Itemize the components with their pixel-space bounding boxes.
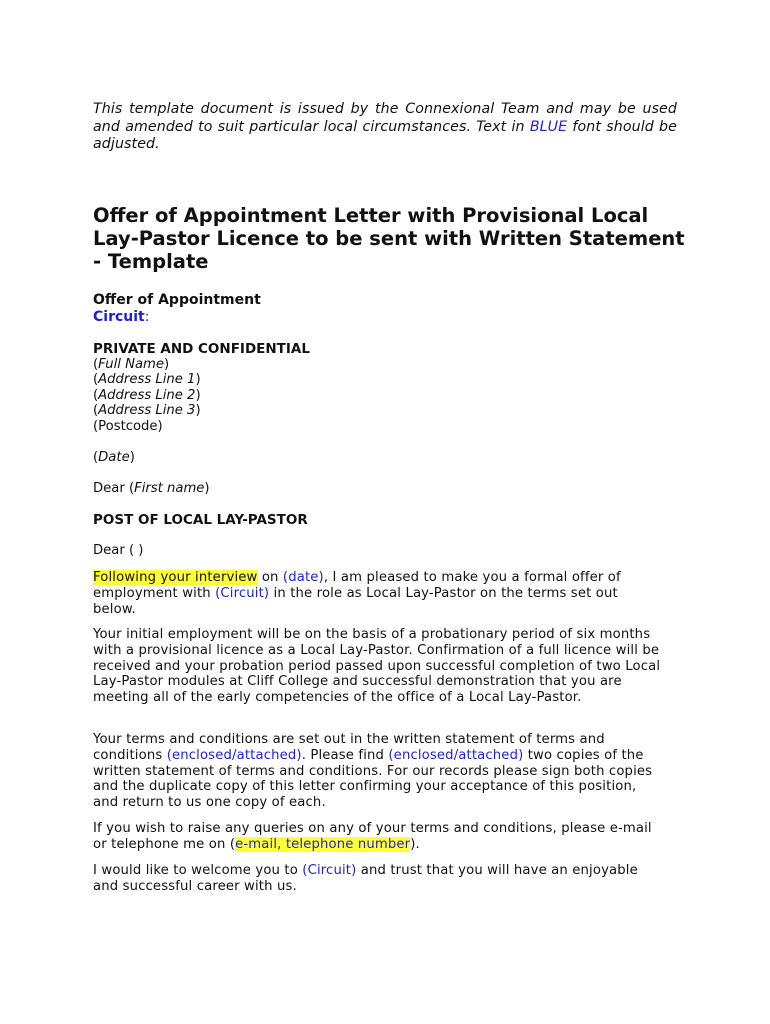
circuit-label: Circuit [93,309,145,325]
document-title: Offer of Appointment Letter with Provisional Local Lay-Pastor Licence to be sent with Written Statement - Template [93,204,685,273]
address-line-2: (Address Line 2) [93,388,201,403]
p3-text-3: two copies of the written statement of terms and conditions. For our records please sign both copies and the duplicate copy of this letter confirming your acceptance of this position, and return to us one copy of each. [93,747,653,811]
contact-field: e-mail, telephone number [235,836,411,852]
p1-text-3: in the role as Local Lay-Pastor on the terms set out below. [93,585,618,617]
notice-text-end: font should be adjusted. [93,118,677,152]
p4-text-2: ). [410,836,420,852]
circuit-line [93,309,693,326]
p4-text-1: If you wish to raise any queries on any of your terms and conditions, please e-mail or telephone me on ( [93,821,652,852]
salutation [93,481,693,497]
offer-heading: Offer of Appointment [93,292,261,308]
paragraph-offer [93,570,663,617]
notice-blue-word: BLUE [529,118,568,135]
salutation-prefix: Dear ( [93,481,135,496]
first-name-placeholder: First name [134,481,205,496]
full-name-placeholder: Full Name [98,357,164,372]
address-postcode: (Postcode) [93,419,163,434]
address-line-2-placeholder: Address Line 2 [98,388,196,403]
notice-text: This template document is issued by the Connexional Team and may be used and amended to suit particular local circumstances. Text in [93,101,677,135]
p3-text-2: . Please find [301,747,389,763]
address-full-name: (Full Name) [93,357,170,372]
circuit-field-2: (Circuit) [302,863,357,878]
enclosed-field-2: (enclosed/attached) [388,747,524,763]
paragraph-probation: Your initial employment will be on the basis of a probationary period of six months with a provisional licence as a Local Lay-Pastor. Confirmation of a full licence will be received and your probation period passed upon successful completion of two Local Lay-Pastor modules at Cliff College and successful demonstration that you are meeting all of the early competencies of the office of a Local Lay-Pastor. [93,627,661,706]
salutation-suffix: ) [204,481,210,496]
address-line-1: (Address Line 1) [93,372,201,387]
paragraph-welcome [93,863,663,895]
p1-text-2: , I am pleased to make you a formal offer of employment with [93,570,621,601]
p5-text-1: I would like to welcome you to [93,863,303,878]
circuit-field: (Circuit) [215,585,270,601]
circuit-colon: : [144,309,150,325]
date-line: (Date) [93,450,135,465]
address-line-1-placeholder: Address Line 1 [98,372,196,387]
confidential-heading: PRIVATE AND CONFIDENTIAL [93,341,310,357]
p5-text-2: and trust that you will have an enjoyable and successful career with us. [93,863,638,894]
address-line-3-placeholder: Address Line 3 [98,403,196,418]
date-field: (date) [282,570,324,585]
paragraph-terms [93,732,663,811]
template-notice [93,101,677,154]
date-placeholder: Date [98,450,130,465]
enclosed-field-1: (enclosed/attached) [166,747,302,763]
p3-text-1: Your terms and conditions are set out in the written statement of terms and conditions [93,732,605,763]
post-heading: POST OF LOCAL LAY-PASTOR [93,512,308,528]
dear-blank: Dear ( ) [93,543,144,558]
p1-text-1: on [257,570,283,585]
interview-highlight: Following your interview [93,570,258,585]
paragraph-queries [93,821,663,853]
address-line-3: (Address Line 3) [93,403,201,418]
